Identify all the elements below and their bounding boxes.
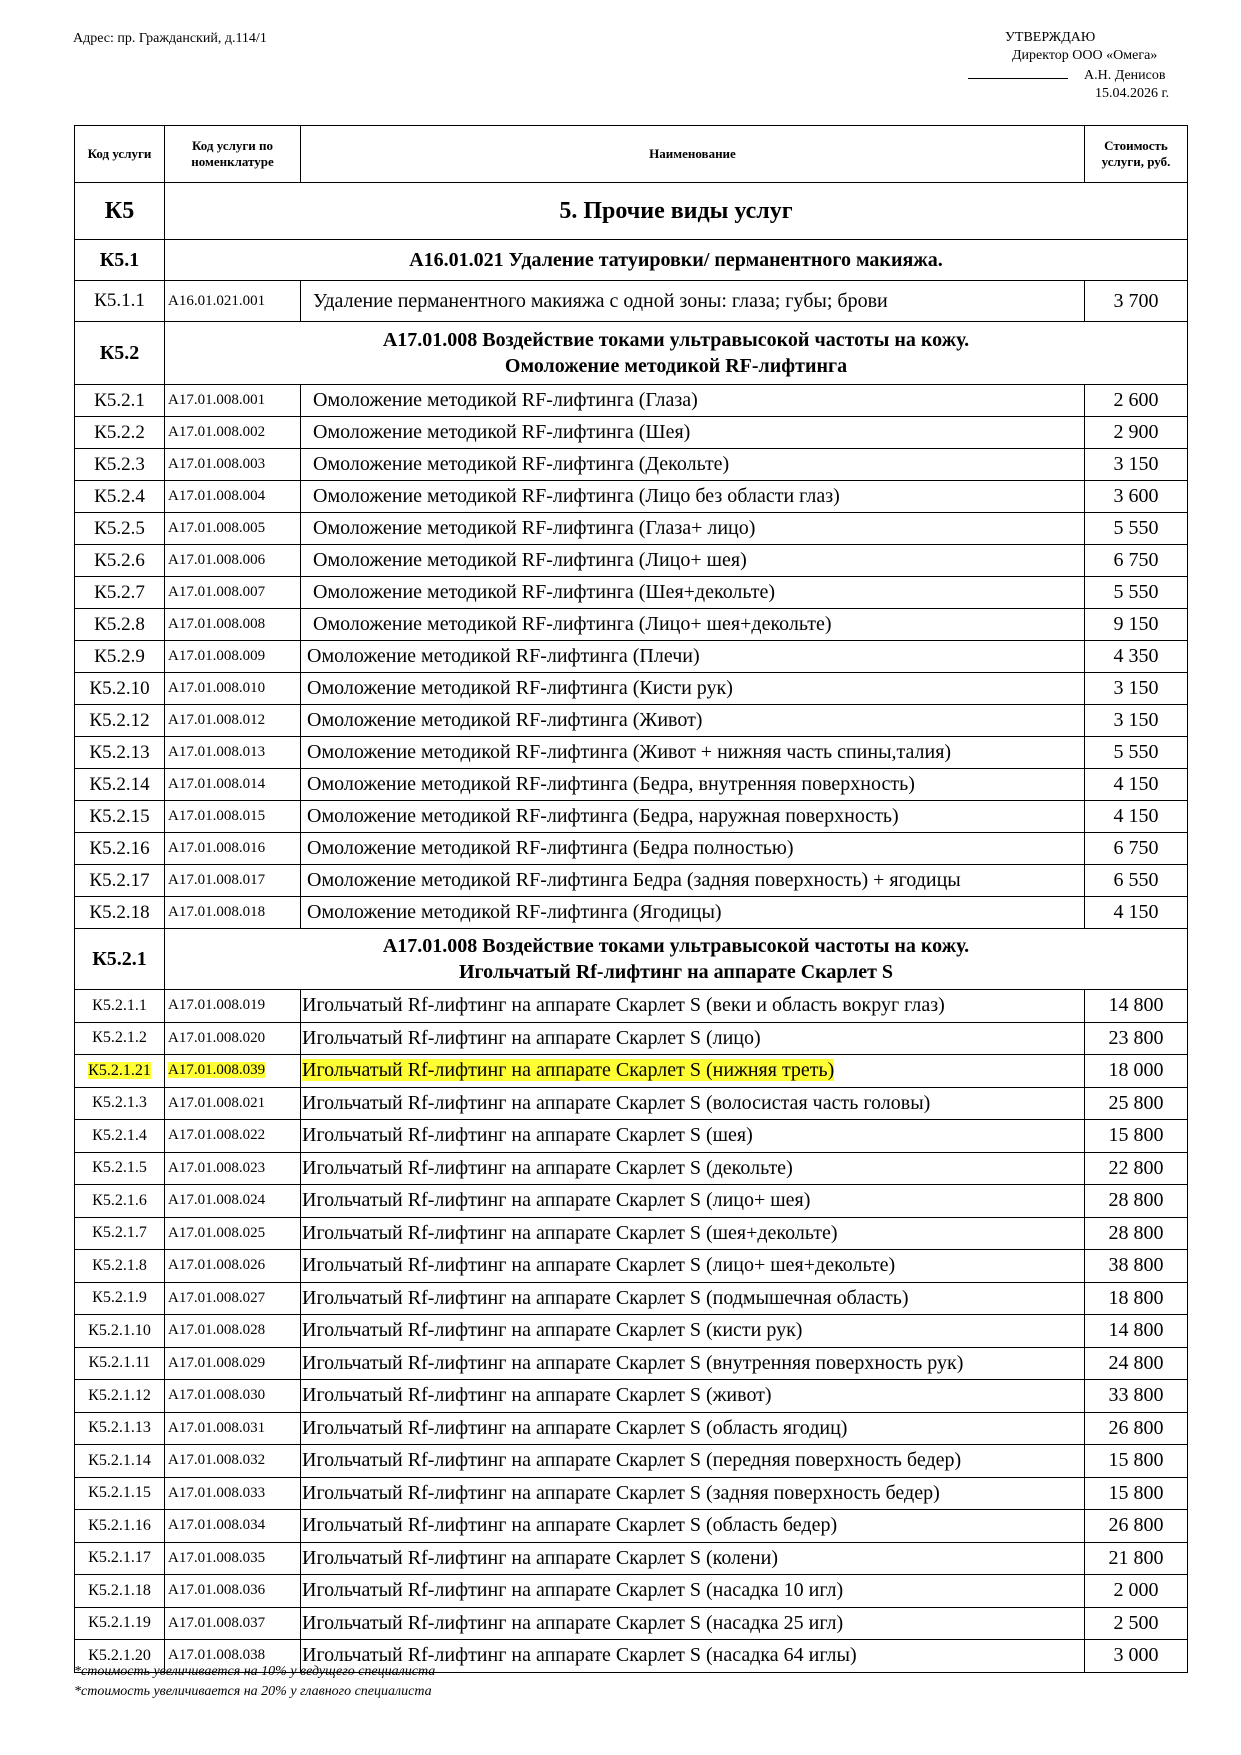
table-row [75, 1380, 1188, 1413]
nomenclature-code-cell: A16.01.021.001 [165, 281, 301, 322]
nomenclature-code-cell: A17.01.008.038 [165, 1640, 301, 1673]
nomenclature-code-cell: A17.01.008.026 [165, 1250, 301, 1283]
nomenclature-code-cell: A17.01.008.028 [165, 1315, 301, 1348]
service-code-cell: К5.2.1.18 [75, 1575, 165, 1608]
service-code-cell: К5.2.16 [75, 833, 165, 865]
section-code: К5 [75, 183, 165, 240]
address: Адрес: пр. Гражданский, д.114/1 [73, 31, 267, 46]
table-row [75, 1445, 1188, 1478]
nomenclature-code-cell: A17.01.008.017 [165, 865, 301, 897]
service-name-cell: Игольчатый Rf-лифтинг на аппарате Скарлет S (декольте) [301, 1152, 1085, 1185]
nomenclature-code-cell: A17.01.008.012 [165, 705, 301, 737]
nomenclature-code-cell: A17.01.008.029 [165, 1347, 301, 1380]
nomenclature-code-cell: A17.01.008.016 [165, 833, 301, 865]
approve-label: УТВЕРЖДАЮ [1005, 30, 1096, 45]
price-cell: 26 800 [1085, 1412, 1188, 1445]
nomenclature-code-cell: A17.01.008.004 [165, 481, 301, 513]
service-code-cell: К5.2.1.12 [75, 1380, 165, 1413]
table-row [75, 1055, 1188, 1088]
service-name-cell: Омоложение методикой RF-лифтинга (Шея) [301, 417, 1085, 449]
service-code-cell: К5.2.1.17 [75, 1542, 165, 1575]
service-code-cell: К5.2.5 [75, 513, 165, 545]
service-code-cell: К5.2.1.15 [75, 1477, 165, 1510]
service-name-cell: Игольчатый Rf-лифтинг на аппарате Скарлет S (область ягодиц) [301, 1412, 1085, 1445]
price-cell: 6 750 [1085, 545, 1188, 577]
subsection-title-line: Игольчатый Rf-лифтинг на аппарате Скарлет S [458, 961, 894, 983]
nomenclature-code-cell: A17.01.008.025 [165, 1217, 301, 1250]
service-name-cell: Игольчатый Rf-лифтинг на аппарате Скарлет S (живот) [301, 1380, 1085, 1413]
price-cell: 2 600 [1085, 385, 1188, 417]
table-row [75, 1542, 1188, 1575]
service-code-cell: К5.2.1.10 [75, 1315, 165, 1348]
price-cell: 28 800 [1085, 1185, 1188, 1218]
table-row [75, 1607, 1188, 1640]
price-cell: 25 800 [1085, 1087, 1188, 1120]
service-name-cell: Удаление перманентного макияжа с одной зоны: глаза; губы; брови [301, 281, 1085, 322]
table-row [75, 1022, 1188, 1055]
service-code-cell: К5.2.1.5 [75, 1152, 165, 1185]
nomenclature-code-cell: A17.01.008.010 [165, 673, 301, 705]
table-row [75, 641, 1188, 673]
price-cell: 26 800 [1085, 1510, 1188, 1543]
service-code-cell: К5.2.1.9 [75, 1282, 165, 1315]
service-code-cell: К5.2.13 [75, 737, 165, 769]
service-code-cell: К5.2.4 [75, 481, 165, 513]
nomenclature-code-cell: A17.01.008.021 [165, 1087, 301, 1120]
price-cell: 3 150 [1085, 705, 1188, 737]
nomenclature-code-cell: A17.01.008.007 [165, 577, 301, 609]
service-name-cell: Омоложение методикой RF-лифтинга (Декольте) [301, 449, 1085, 481]
service-name-cell: Игольчатый Rf-лифтинг на аппарате Скарлет S (насадка 25 игл) [301, 1607, 1085, 1640]
highlight-mark: Игольчатый Rf-лифтинг на аппарате Скарлет S (нижняя треть) [302, 1059, 835, 1082]
nomenclature-code-cell: A17.01.008.037 [165, 1607, 301, 1640]
service-code-cell: К5.2.1.20 [75, 1640, 165, 1673]
service-code-cell: К5.2.6 [75, 545, 165, 577]
price-cell: 28 800 [1085, 1217, 1188, 1250]
table-row [75, 417, 1188, 449]
service-name-cell: Игольчатый Rf-лифтинг на аппарате Скарлет S (шея) [301, 1120, 1085, 1153]
service-name-cell: Омоложение методикой RF-лифтинга (Плечи) [301, 641, 1085, 673]
price-cell: 5 550 [1085, 513, 1188, 545]
table-row [75, 769, 1188, 801]
director-title: Директор ООО «Омега» [1012, 48, 1158, 63]
price-cell: 15 800 [1085, 1477, 1188, 1510]
price-cell: 3 150 [1085, 449, 1188, 481]
nomenclature-code-cell: A17.01.008.034 [165, 1510, 301, 1543]
table-header-row [75, 126, 1188, 183]
nomenclature-code-cell: A17.01.008.003 [165, 449, 301, 481]
approval-block [950, 29, 1183, 103]
nomenclature-code-cell: A17.01.008.001 [165, 385, 301, 417]
footnote-1: *стоимость увеличивается на 10% у ведущего специалиста [74, 1664, 436, 1679]
subsection-title-line: А16.01.021 Удаление татуировки/ перманентного макияжа. [409, 249, 943, 271]
service-name-cell: Омоложение методикой RF-лифтинга (Лицо+ шея) [301, 545, 1085, 577]
price-cell: 2 900 [1085, 417, 1188, 449]
nomenclature-code-cell: A17.01.008.024 [165, 1185, 301, 1218]
service-name-cell: Игольчатый Rf-лифтинг на аппарате Скарлет S (кисти рук) [301, 1315, 1085, 1348]
service-name-cell: Игольчатый Rf-лифтинг на аппарате Скарлет S (передняя поверхность бедер) [301, 1445, 1085, 1478]
footnotes [74, 1662, 435, 1702]
nomenclature-code-cell: A17.01.008.019 [165, 990, 301, 1023]
service-code-cell: К5.2.15 [75, 801, 165, 833]
table-row [75, 833, 1188, 865]
service-code-cell: К5.2.1 [75, 385, 165, 417]
subsection-title-line: А17.01.008 Воздействие токами ультравысокой частоты на кожу. [382, 329, 970, 351]
table-row [75, 673, 1188, 705]
service-name-cell: Игольчатый Rf-лифтинг на аппарате Скарлет S (лицо+ шея) [301, 1185, 1085, 1218]
service-code-cell: К5.2.14 [75, 769, 165, 801]
nomenclature-code-cell: A17.01.008.006 [165, 545, 301, 577]
service-name-cell: Омоложение методикой RF-лифтинга Бедра (задняя поверхность) + ягодицы [301, 865, 1085, 897]
nomenclature-code-cell: A17.01.008.015 [165, 801, 301, 833]
subsection-code: К5.2 [75, 322, 165, 385]
price-cell: 22 800 [1085, 1152, 1188, 1185]
footnote-2: *стоимость увеличивается на 20% у главного специалиста [74, 1684, 432, 1699]
price-cell: 15 800 [1085, 1445, 1188, 1478]
nomenclature-code-cell: A17.01.008.036 [165, 1575, 301, 1608]
service-code-cell: К5.2.7 [75, 577, 165, 609]
price-cell: 2 500 [1085, 1607, 1188, 1640]
price-cell: 4 150 [1085, 897, 1188, 929]
header-code: Код услуги [75, 126, 165, 183]
price-cell: 24 800 [1085, 1347, 1188, 1380]
table-row [75, 1412, 1188, 1445]
nomenclature-code-cell: A17.01.008.030 [165, 1380, 301, 1413]
table-row [75, 1185, 1188, 1218]
service-code-cell: К5.2.1.11 [75, 1347, 165, 1380]
nomenclature-code-cell: A17.01.008.032 [165, 1445, 301, 1478]
nomenclature-code-cell: A17.01.008.027 [165, 1282, 301, 1315]
price-cell: 5 550 [1085, 577, 1188, 609]
service-code-cell: К5.2.1.13 [75, 1412, 165, 1445]
price-cell: 33 800 [1085, 1380, 1188, 1413]
table-row [75, 705, 1188, 737]
price-cell: 5 550 [1085, 737, 1188, 769]
price-table [74, 125, 1188, 1673]
price-cell: 38 800 [1085, 1250, 1188, 1283]
nomenclature-code-cell: A17.01.008.014 [165, 769, 301, 801]
table-row [75, 609, 1188, 641]
signature-row [950, 65, 1183, 85]
service-name-cell: Омоложение методикой RF-лифтинга (Ягодицы) [301, 897, 1085, 929]
service-name-cell: Игольчатый Rf-лифтинг на аппарате Скарлет S (колени) [301, 1542, 1085, 1575]
highlight-mark: К5.2.1.21 [88, 1061, 151, 1079]
price-cell: 4 350 [1085, 641, 1188, 673]
subsection-title-line: А17.01.008 Воздействие токами ультравысокой частоты на кожу. [382, 935, 970, 957]
nomenclature-code-cell: A17.01.008.023 [165, 1152, 301, 1185]
service-name-cell: Игольчатый Rf-лифтинг на аппарате Скарлет S (шея+декольте) [301, 1217, 1085, 1250]
table-row [75, 481, 1188, 513]
service-name-cell: Игольчатый Rf-лифтинг на аппарате Скарлет S (область бедер) [301, 1510, 1085, 1543]
subsection-title-line: Омоложение методикой RF-лифтинга [504, 355, 848, 377]
price-cell: 18 000 [1085, 1055, 1188, 1088]
price-cell: 3 700 [1085, 281, 1188, 322]
service-name-cell: Игольчатый Rf-лифтинг на аппарате Скарлет S (насадка 64 иглы) [301, 1640, 1085, 1673]
table-row [75, 385, 1188, 417]
nomenclature-code-cell: A17.01.008.013 [165, 737, 301, 769]
service-code-cell: К5.2.2 [75, 417, 165, 449]
section-row [75, 183, 1188, 240]
subsection-code: К5.2.1 [75, 929, 165, 990]
price-cell: 14 800 [1085, 990, 1188, 1023]
table-row [75, 801, 1188, 833]
header-price: Стоимость услуги, руб. [1085, 126, 1188, 183]
service-code-cell: К5.2.1.6 [75, 1185, 165, 1218]
nomenclature-code-cell: A17.01.008.002 [165, 417, 301, 449]
service-code-cell: К5.2.10 [75, 673, 165, 705]
table-body [75, 183, 1188, 1673]
header-nomenclature: Код услуги по номенклатуре [165, 126, 301, 183]
table-row [75, 577, 1188, 609]
nomenclature-code-cell: A17.01.008.009 [165, 641, 301, 673]
table-row [75, 545, 1188, 577]
service-code-cell: К5.2.1.2 [75, 1022, 165, 1055]
table-row [75, 865, 1188, 897]
nomenclature-code-cell: A17.01.008.031 [165, 1412, 301, 1445]
service-code-cell: К5.2.1.16 [75, 1510, 165, 1543]
section-title: 5. Прочие виды услуг [165, 183, 1188, 240]
table-row [75, 1477, 1188, 1510]
price-cell: 3 600 [1085, 481, 1188, 513]
price-cell: 6 750 [1085, 833, 1188, 865]
table-row [75, 1250, 1188, 1283]
service-name-cell: Омоложение методикой RF-лифтинга (Живот) [301, 705, 1085, 737]
service-code-cell: К5.2.1.19 [75, 1607, 165, 1640]
service-code-cell: К5.2.1.14 [75, 1445, 165, 1478]
subsection-row [75, 240, 1188, 281]
price-cell: 9 150 [1085, 609, 1188, 641]
price-cell: 15 800 [1085, 1120, 1188, 1153]
subsection-title [165, 929, 1188, 990]
service-name-cell: Игольчатый Rf-лифтинг на аппарате Скарлет S (волосистая часть головы) [301, 1087, 1085, 1120]
price-cell: 6 550 [1085, 865, 1188, 897]
subsection-row [75, 929, 1188, 990]
price-cell: 14 800 [1085, 1315, 1188, 1348]
signature-line [968, 65, 1068, 79]
service-name-cell: Омоложение методикой RF-лифтинга (Бедра полностью) [301, 833, 1085, 865]
price-cell: 3 150 [1085, 673, 1188, 705]
nomenclature-code-cell: A17.01.008.033 [165, 1477, 301, 1510]
service-name-cell: Игольчатый Rf-лифтинг на аппарате Скарлет S (насадка 10 игл) [301, 1575, 1085, 1608]
subsection-code: К5.1 [75, 240, 165, 281]
service-code-cell: К5.2.1.7 [75, 1217, 165, 1250]
table-row [75, 737, 1188, 769]
service-code-cell: К5.2.8 [75, 609, 165, 641]
subsection-title [165, 240, 1188, 281]
service-name-cell: Игольчатый Rf-лифтинг на аппарате Скарлет S (лицо+ шея+декольте) [301, 1250, 1085, 1283]
highlight-mark: A17.01.008.039 [168, 1062, 266, 1079]
service-code-cell: К5.2.3 [75, 449, 165, 481]
director-name: А.Н. Денисов [1084, 68, 1166, 83]
service-name-cell: Омоложение методикой RF-лифтинга (Лицо без области глаз) [301, 481, 1085, 513]
table-row [75, 1575, 1188, 1608]
table-row [75, 1510, 1188, 1543]
service-name-cell: Омоложение методикой RF-лифтинга (Кисти рук) [301, 673, 1085, 705]
subsection-row [75, 322, 1188, 385]
approval-date: 15.04.2026 г. [1095, 86, 1170, 101]
service-name-cell: Омоложение методикой RF-лифтинга (Глаза+ лицо) [301, 513, 1085, 545]
service-name-cell: Игольчатый Rf-лифтинг на аппарате Скарлет S (задняя поверхность бедер) [301, 1477, 1085, 1510]
service-name-cell [301, 1055, 1085, 1088]
subsection-title [165, 322, 1188, 385]
nomenclature-code-cell: A17.01.008.022 [165, 1120, 301, 1153]
service-name-cell: Омоложение методикой RF-лифтинга (Бедра, внутренняя поверхность) [301, 769, 1085, 801]
service-name-cell: Омоложение методикой RF-лифтинга (Бедра, наружная поверхность) [301, 801, 1085, 833]
service-name-cell: Омоложение методикой RF-лифтинга (Лицо+ шея+декольте) [301, 609, 1085, 641]
table-row [75, 1282, 1188, 1315]
service-name-cell: Игольчатый Rf-лифтинг на аппарате Скарлет S (подмышечная область) [301, 1282, 1085, 1315]
service-code-cell [75, 1055, 165, 1088]
table-row [75, 1120, 1188, 1153]
nomenclature-code-cell: A17.01.008.020 [165, 1022, 301, 1055]
service-name-cell: Игольчатый Rf-лифтинг на аппарате Скарлет S (внутренняя поверхность рук) [301, 1347, 1085, 1380]
price-cell: 2 000 [1085, 1575, 1188, 1608]
table-row [75, 1217, 1188, 1250]
price-cell: 3 000 [1085, 1640, 1188, 1673]
table-row [75, 1315, 1188, 1348]
table-row [75, 1087, 1188, 1120]
service-code-cell: К5.1.1 [75, 281, 165, 322]
price-cell: 23 800 [1085, 1022, 1188, 1055]
service-code-cell: К5.2.1.1 [75, 990, 165, 1023]
service-name-cell: Игольчатый Rf-лифтинг на аппарате Скарлет S (лицо) [301, 1022, 1085, 1055]
table-row [75, 990, 1188, 1023]
service-name-cell: Омоложение методикой RF-лифтинга (Глаза) [301, 385, 1085, 417]
service-code-cell: К5.2.1.4 [75, 1120, 165, 1153]
service-code-cell: К5.2.1.3 [75, 1087, 165, 1120]
service-code-cell: К5.2.9 [75, 641, 165, 673]
service-code-cell: К5.2.17 [75, 865, 165, 897]
header-name: Наименование [301, 126, 1085, 183]
service-code-cell: К5.2.18 [75, 897, 165, 929]
nomenclature-code-cell: A17.01.008.008 [165, 609, 301, 641]
service-code-cell: К5.2.12 [75, 705, 165, 737]
table-row [75, 1152, 1188, 1185]
table-row [75, 897, 1188, 929]
service-name-cell: Омоложение методикой RF-лифтинга (Живот + нижняя часть спины,талия) [301, 737, 1085, 769]
price-cell: 18 800 [1085, 1282, 1188, 1315]
nomenclature-code-cell: A17.01.008.005 [165, 513, 301, 545]
price-cell: 4 150 [1085, 801, 1188, 833]
table-row [75, 449, 1188, 481]
nomenclature-code-cell [165, 1055, 301, 1088]
price-cell: 4 150 [1085, 769, 1188, 801]
nomenclature-code-cell: A17.01.008.018 [165, 897, 301, 929]
table-row [75, 1347, 1188, 1380]
price-cell: 21 800 [1085, 1542, 1188, 1575]
service-name-cell: Игольчатый Rf-лифтинг на аппарате Скарлет S (веки и область вокруг глаз) [301, 990, 1085, 1023]
table-row [75, 281, 1188, 322]
service-name-cell: Омоложение методикой RF-лифтинга (Шея+декольте) [301, 577, 1085, 609]
service-code-cell: К5.2.1.8 [75, 1250, 165, 1283]
table-row [75, 513, 1188, 545]
nomenclature-code-cell: A17.01.008.035 [165, 1542, 301, 1575]
